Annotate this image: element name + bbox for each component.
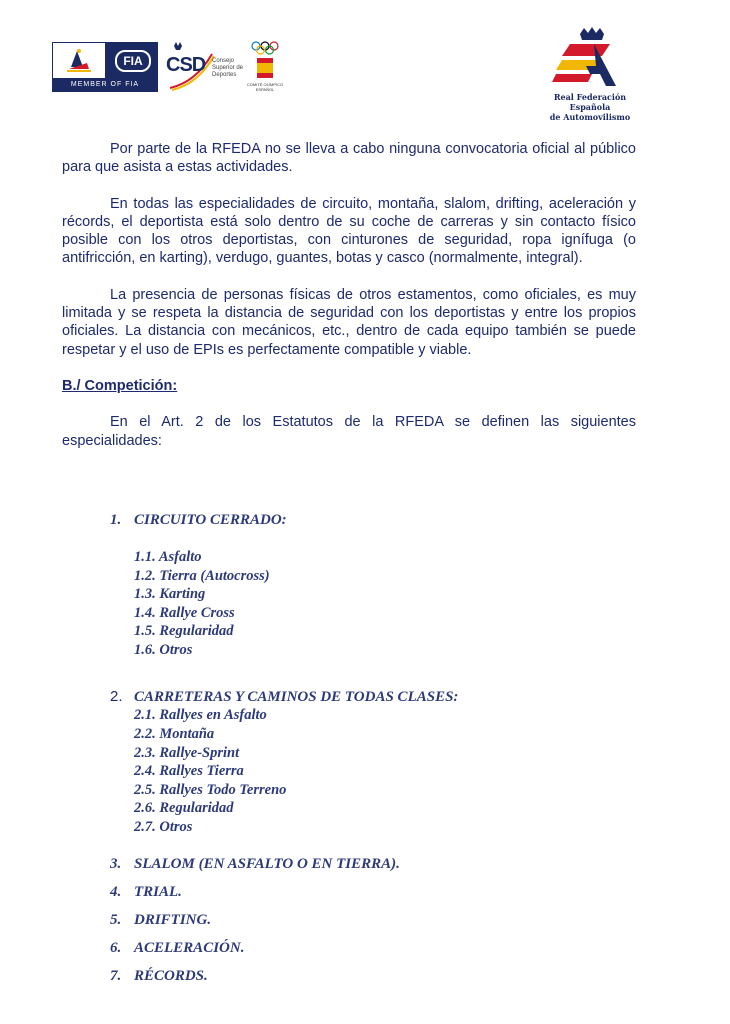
fia-member-text: MEMBER OF FIA — [53, 78, 157, 91]
subcategory-item: 2.4. Rallyes Tierra — [134, 763, 244, 779]
rfeda-name — [540, 92, 640, 122]
category-title: SLALOM (EN ASFALTO O EN TIERRA). — [134, 856, 400, 872]
page-header — [0, 0, 730, 120]
category-title: CARRETERAS Y CAMINOS DE TODAS CLASES: — [134, 689, 459, 705]
subcategory-item: 2.3. Rallye-Sprint — [134, 745, 240, 761]
category-item — [110, 940, 244, 957]
category-title: RÉCORDS. — [134, 968, 208, 984]
category-title: DRIFTING. — [134, 912, 212, 928]
category-number: 5. — [110, 912, 122, 928]
category-title: CIRCUITO CERRADO: — [134, 512, 287, 528]
fia-member-logo — [52, 42, 158, 92]
section-heading: B./ Competición: — [62, 377, 178, 394]
category-number: 6. — [110, 940, 122, 956]
category-number: 1. — [110, 512, 122, 528]
subcategory-item: 1.6. Otros — [134, 642, 193, 658]
category-number: 3. — [110, 856, 122, 872]
olympic-rings-icon — [248, 40, 282, 82]
rfeda-raceman-icon — [53, 43, 105, 78]
subcategory-item: 2.7. Otros — [134, 819, 193, 835]
category-title: ACELERACIÓN. — [134, 940, 245, 956]
csd-logo — [166, 40, 244, 92]
category-item — [110, 884, 182, 901]
subcategory-item: 2.6. Regularidad — [134, 800, 234, 816]
subcategory-item: 2.2. Montaña — [134, 726, 215, 742]
coe-logo — [248, 40, 282, 92]
fia-logo-text: FIA — [115, 50, 151, 72]
csd-subtitle: Consejo Superior de Deportes — [212, 58, 244, 78]
subcategory-item: 1.5. Regularidad — [134, 623, 234, 639]
category-number: 4. — [110, 884, 122, 900]
category-item — [110, 912, 211, 929]
subcategory-item: 1.3. Karting — [134, 586, 206, 602]
category-item — [110, 512, 287, 529]
subcategory-item: 1.4. Rallye Cross — [134, 605, 235, 621]
rfeda-name-line1: Real Federación Española — [553, 92, 627, 112]
rfeda-crown-a-icon — [540, 26, 640, 90]
category-number: 7. — [110, 968, 122, 984]
rfeda-name-line2: de Automovilismo — [549, 112, 631, 122]
category-title: TRIAL. — [134, 884, 182, 900]
category-number: 2. — [110, 688, 123, 705]
subcategory-item: 1.2. Tierra (Autocross) — [134, 568, 270, 584]
paragraph: Por parte de la RFEDA no se lleva a cabo ninguna convocatoria oficial al público para que asista a estas actividades. — [62, 141, 636, 176]
subcategory-item: 2.5. Rallyes Todo Terreno — [134, 782, 287, 798]
subcategory-item: 2.1. Rallyes en Asfalto — [134, 707, 267, 723]
intro-paragraph: En el Art. 2 de los Estatutos de la RFEDA se definen las siguientes especialidades: — [62, 414, 636, 449]
document-body — [62, 140, 636, 468]
subcategory-item: 1.1. Asfalto — [134, 549, 202, 565]
paragraph: La presencia de personas físicas de otros estamentos, como oficiales, es muy limitada y se respeta la distancia de seguridad con los deportistas y entre los propios oficiales. La distancia con mecánicos, etc., dentro de cada equipo también se puede respetar y el uso de EPIs es perfectamente compatible y viable. — [62, 286, 636, 358]
category-item — [110, 856, 400, 873]
paragraph: En todas las especialidades de circuito, montaña, slalom, drifting, aceleración y récords, el deportista está solo dentro de su coche de carreras y sin contacto físico posible con los otros deportistas, con cinturones de seguridad, ropa ignífuga (o antifricción, en karting), verdugo, guantes, botas y casco (normalmente, integral). — [62, 195, 636, 267]
rfeda-logo — [540, 26, 640, 122]
category-item — [110, 688, 458, 706]
csd-logo-text: CSD — [166, 54, 206, 76]
category-item — [110, 968, 208, 985]
coe-subtitle: COMITÉ OLÍMPICO ESPAÑOL — [246, 82, 284, 92]
